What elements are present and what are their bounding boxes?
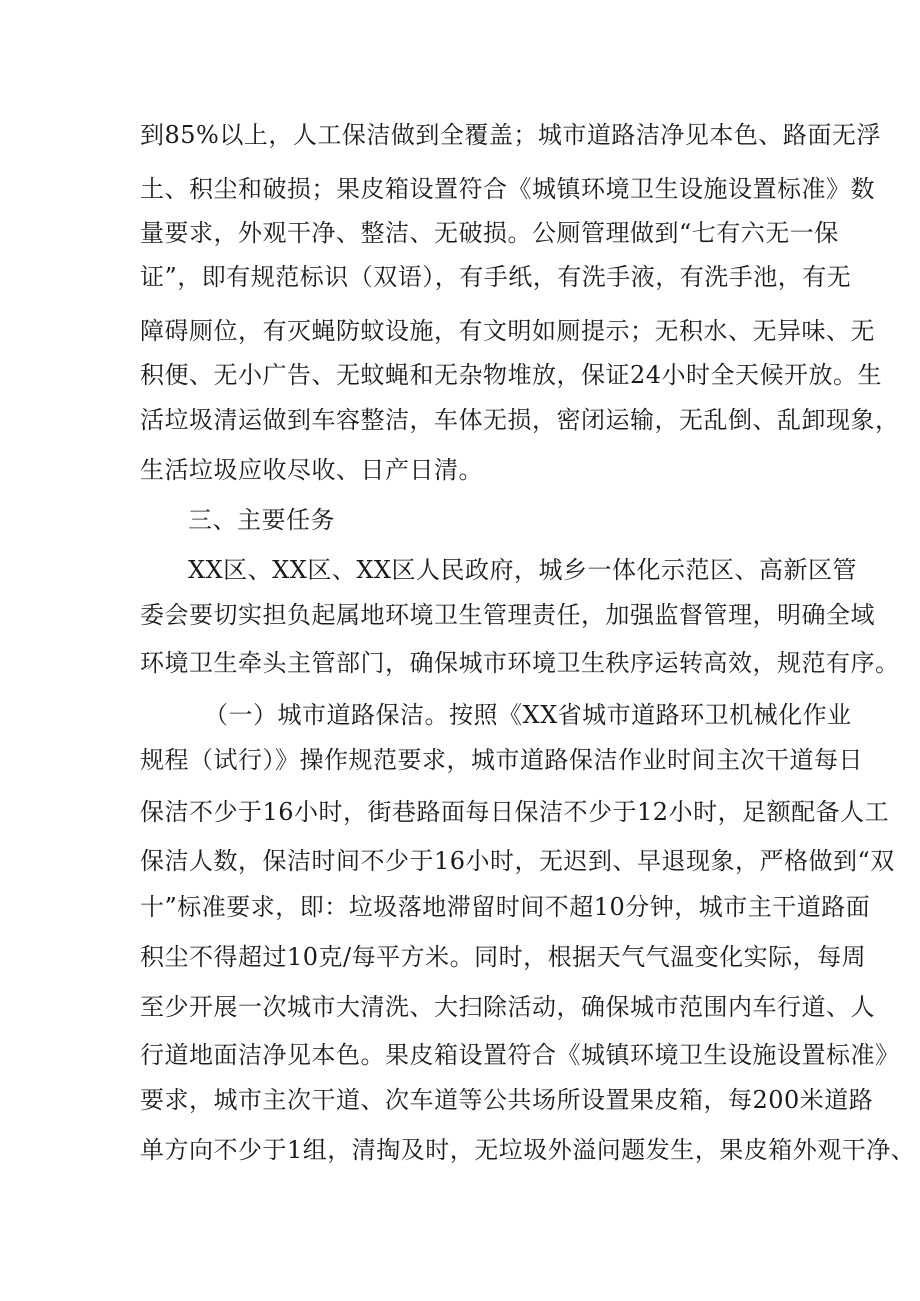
text-line: 障碍厕位，有灭蝇防蚊设施，有文明如厕提示；无积水、无异味、无: [140, 317, 875, 345]
paragraph-road-cleaning: [140, 797, 890, 827]
text-line: 环境卫生牵头主管部门，确保城市环境卫生秩序运转高效，规范有序。: [140, 649, 900, 677]
paragraph-road-cleaning: [140, 846, 895, 876]
text-line: 活垃圾清运做到车容整洁，车体无损，密闭运输，无乱倒、乱卸现象，: [140, 406, 900, 434]
paragraph-road-cleaning: [140, 992, 875, 1022]
paragraph-continuation: [140, 120, 881, 150]
text-line: 至少开展一次城市大清洗、大扫除活动，确保城市范围内车行道、人: [140, 993, 875, 1021]
paragraph-continuation: [140, 405, 900, 435]
text-line: 到85%以上，人工保洁做到全覆盖；城市道路洁净见本色、路面无浮: [140, 121, 881, 149]
text-line: 量要求，外观干净、整洁、无破损。公厕管理做到“七有六无一保: [140, 219, 839, 247]
text-line: 证”，即有规范标识（双语），有手纸，有洗手液，有洗手池，有无: [140, 263, 852, 291]
paragraph-continuation: [140, 360, 883, 390]
text-line: XX区、XX区、XX区人民政府，城乡一体化示范区、高新区管: [188, 556, 858, 584]
text-line: 行道地面洁净见本色。果皮箱设置符合《城镇环境卫生设施设置标准》: [140, 1041, 900, 1069]
paragraph-road-cleaning: [140, 892, 871, 922]
paragraph-road-cleaning: [140, 942, 867, 972]
text-line: 积便、无小广告、无蚊蝇和无杂物堆放，保证24小时全天候开放。生: [140, 361, 883, 389]
paragraph-continuation: [140, 455, 790, 485]
paragraph-continuation: [140, 316, 875, 346]
paragraph-continuation: [140, 218, 839, 248]
paragraph-responsibility: [140, 600, 875, 630]
paragraph-road-cleaning: [140, 1085, 874, 1115]
text-line: 单方向不少于1组，清掏及时，无垃圾外溢问题发生，果皮箱外观干净、: [140, 1136, 916, 1164]
text-line: 十”标准要求，即：垃圾落地滞留时间不超10分钟，城市主干道路面: [140, 893, 871, 921]
text-line: 保洁人数，保洁时间不少于16小时，无迟到、早退现象，严格做到“双: [140, 847, 895, 875]
paragraph-continuation: [140, 262, 852, 292]
paragraph-road-cleaning: [204, 700, 852, 730]
text-line: 积尘不得超过10克/每平方米。同时，根据天气气温变化实际，每周: [140, 943, 867, 971]
text-line: 保洁不少于16小时，街巷路面每日保洁不少于12小时，足额配备人工: [140, 798, 890, 826]
paragraph-responsibility: [140, 648, 900, 678]
text-line: 生活垃圾应收尽收、日产日清。: [140, 456, 483, 484]
paragraph-continuation: [140, 174, 875, 204]
text-line: 委会要切实担负起属地环境卫生管理责任，加强监督管理，明确全域: [140, 601, 875, 629]
text-line: 要求，城市主次干道、次车道等公共场所设置果皮箱，每200米道路: [140, 1086, 874, 1114]
paragraph-road-cleaning: [140, 1135, 916, 1165]
section-heading-text: 三、主要任务: [188, 506, 335, 534]
text-line: （一）城市道路保洁。按照《XX省城市道路环卫机械化作业: [204, 701, 852, 729]
text-line: 土、积尘和破损；果皮箱设置符合《城镇环境卫生设施设置标准》数: [140, 175, 875, 203]
section-heading: [188, 505, 790, 535]
paragraph-responsibility: [188, 555, 858, 585]
paragraph-road-cleaning: [140, 745, 863, 775]
paragraph-road-cleaning: [140, 1040, 900, 1070]
text-line: 规程（试行）》操作规范要求，城市道路保洁作业时间主次干道每日: [140, 746, 863, 774]
